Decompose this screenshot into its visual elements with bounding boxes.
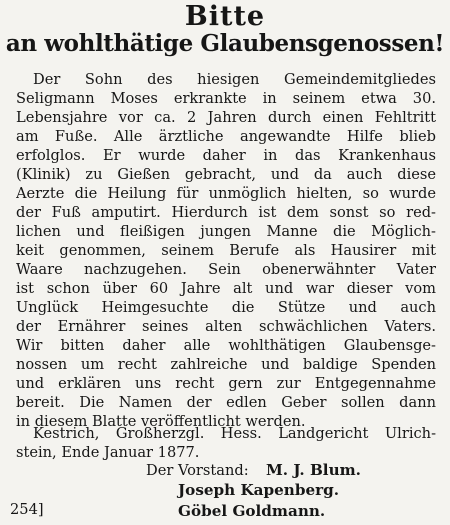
body-line: ist schon über 60 Jahre alt und war dieser vom <box>16 280 436 297</box>
body-line: Der Sohn des hiesigen Gemeindemitgliedes <box>33 71 436 88</box>
body-line: und erklären uns recht gern zur Entgegennahme <box>16 375 436 392</box>
body-line: erfolglos. Er wurde daher in das Krankenhaus <box>16 147 436 164</box>
reference-number: 254] <box>10 501 44 518</box>
subtitle-heading: an wohlthätige Glaubensgenossen! <box>5 30 445 57</box>
body-line: stein, Ende Januar 1877. <box>16 444 200 461</box>
signature-name: M. J. Blum. <box>266 461 361 479</box>
body-line: Unglück Heimgesuchte die Stütze und auch <box>16 299 436 316</box>
body-line: in diesem Blatte veröffentlicht werden. <box>16 413 306 430</box>
body-line: lichen und fleißigen jungen Manne die Möglich- <box>16 223 436 240</box>
title-heading: Bitte <box>184 1 266 32</box>
body-line: der Ernährer seines alten schwächlichen Vaters. <box>16 318 436 335</box>
signature-name: Joseph Kapenberg. <box>178 481 340 499</box>
body-line: Waare nachzugehen. Sein obenerwähnter Vater <box>16 261 436 278</box>
body-line: nossen um recht zahlreiche und baldige Spenden <box>16 356 436 373</box>
body-line: (Klinik) zu Gießen gebracht, und da auch diese <box>16 166 436 183</box>
body-line: Aerzte die Heilung für unmöglich hielten, so wurde <box>16 185 436 202</box>
body-line: Kestrich, Großherzgl. Hess. Landgericht Ulrich- <box>33 425 436 442</box>
body-line: Wir bitten daher alle wohlthätigen Glaubensge- <box>16 337 436 354</box>
body-line: bereit. Die Namen der edlen Geber sollen dann <box>16 394 436 411</box>
body-line: Seligmann Moses erkrankte in seinem etwa 30. <box>16 90 436 107</box>
body-line: keit genommen, seinem Berufe als Hausirer mit <box>16 242 436 259</box>
signature-label: Der Vorstand: <box>146 462 249 479</box>
body-line: am Fuße. Alle ärztliche angewandte Hilfe blieb <box>16 128 436 145</box>
body-line: Lebensjahre vor ca. 2 Jahren durch einen Fehltritt <box>16 109 436 126</box>
signature-name: Göbel Goldmann. <box>178 502 326 520</box>
body-line: der Fuß amputirt. Hierdurch ist dem sonst so red- <box>16 204 436 221</box>
